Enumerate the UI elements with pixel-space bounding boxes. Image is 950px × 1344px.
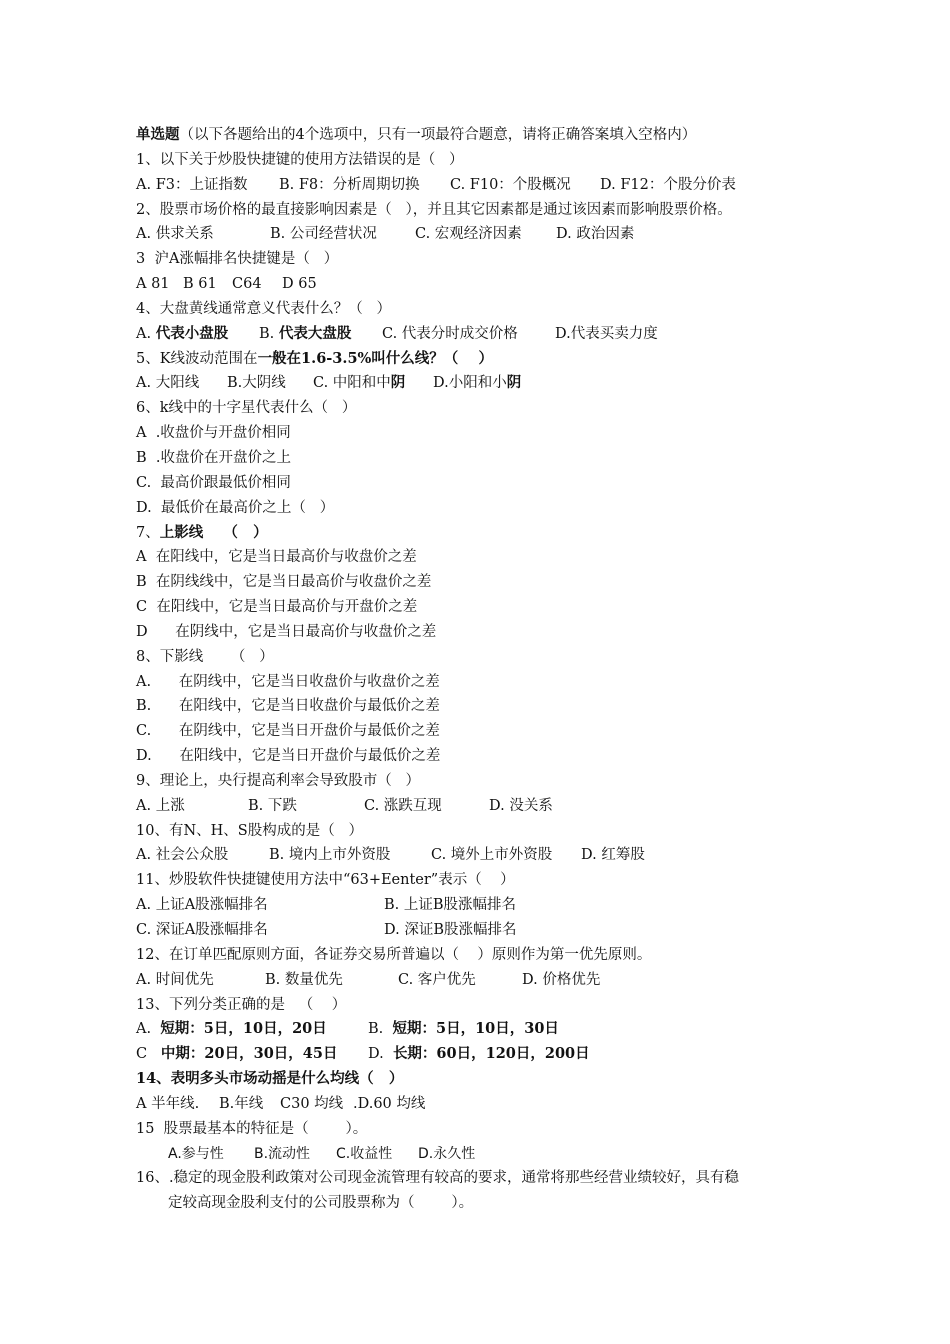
option-d: D. 政治因素 <box>556 226 635 243</box>
option-d: D. 长期：60日，120日，200日 <box>368 1045 590 1063</box>
option-a: A. 上证A股涨幅排名 <box>136 897 268 914</box>
question-6-option-c: C. 最高价跟最低价相同 <box>136 474 291 491</box>
option-b: B. 上证B股涨幅排名 <box>384 897 517 914</box>
option-c: C64 <box>232 276 262 293</box>
option-d: D. 价格优先 <box>522 971 601 988</box>
section-title: 单选题 <box>136 126 180 143</box>
option-a: A. 供求关系 <box>136 226 214 243</box>
question-16-stem-line2: 定较高现金股利支付的公司股票称为（ ）。 <box>168 1195 474 1212</box>
question-16-stem-line1: 16、.稳定的现金股利政策对公司现金流管理有较高的要求，通常将那些经营业绩较好，具有稳 <box>136 1170 740 1187</box>
option-c: C.收益性 <box>336 1145 393 1162</box>
option-b: B. 下跌 <box>248 797 297 814</box>
question-8-option-b: B. 在阳线中，它是当日收盘价与最低价之差 <box>136 698 440 715</box>
option-b: B 61 <box>183 276 217 293</box>
option-b: B.流动性 <box>254 1145 311 1162</box>
question-14-stem: 14、表明多头市场动摇是什么均线（ ） <box>136 1070 404 1088</box>
option-b: B. 短期：5日，10日，30日 <box>368 1020 559 1038</box>
question-11-options-row1 <box>136 893 836 918</box>
option-c: C. 中阳和中阴 <box>313 374 406 392</box>
option-c: C. F10：个股概况 <box>450 176 571 193</box>
question-5-options <box>136 371 836 396</box>
question-12-stem: 12、在订单匹配原则方面，各证券交易所普遍以（ ）原则作为第一优先原则。 <box>136 946 652 963</box>
question-9-options <box>136 794 836 819</box>
question-14-options <box>136 1092 836 1117</box>
question-8-stem: 8、下影线 （ ） <box>136 648 274 665</box>
option-d: D.永久性 <box>418 1145 476 1162</box>
question-3-options <box>136 272 836 297</box>
option-a: A 81 <box>136 276 170 293</box>
question-10-options <box>136 843 836 868</box>
question-10-stem: 10、有N、H、S股构成的是（ ） <box>136 822 364 839</box>
option-b: B.大阴线 <box>227 375 286 392</box>
option-c: C. 深证A股涨幅排名 <box>136 922 268 938</box>
question-13-options-row2 <box>136 1042 836 1067</box>
option-c: C. 代表分时成交价格 <box>382 325 518 342</box>
option-b: B. 代表大盘股 <box>259 324 352 342</box>
option-a: A.参与性 <box>168 1145 224 1162</box>
question-8-option-c: C. 在阴线中，它是当日开盘价与最低价之差 <box>136 723 440 740</box>
question-9-stem: 9、理论上，央行提高利率会导致股市（ ） <box>136 772 421 789</box>
question-7-stem: 7、上影线 （ ） <box>136 523 268 541</box>
question-7-option-d: D 在阴线中，它是当日最高价与收盘价之差 <box>136 623 437 640</box>
option-c: C 中期：20日，30日，45日 <box>136 1045 338 1063</box>
option-c: C. 客户优先 <box>398 971 476 988</box>
option-b: B.年线 <box>219 1095 264 1112</box>
option-d: D. 没关系 <box>489 797 553 814</box>
option-c: C. 涨跌互现 <box>364 797 442 814</box>
option-c: C30 均线 <box>280 1095 344 1112</box>
option-d: .D.60 均线 <box>353 1095 426 1112</box>
option-c: C. 宏观经济因素 <box>415 226 522 243</box>
option-d: D.代表买卖力度 <box>555 325 658 342</box>
question-11-options-row2 <box>136 918 836 943</box>
question-2-options <box>136 222 836 247</box>
option-a: A. 时间优先 <box>136 971 214 988</box>
question-8-option-a: A. 在阴线中，它是当日收盘价与收盘价之差 <box>136 673 440 690</box>
option-d: D. 深证B股涨幅排名 <box>384 922 517 938</box>
question-15-options <box>136 1142 836 1167</box>
question-1-options <box>136 173 836 198</box>
option-d: D 65 <box>282 276 317 293</box>
section-header <box>136 123 836 148</box>
option-a: A. 大阳线 <box>136 375 200 392</box>
option-b: B. 境内上市外资股 <box>269 847 391 864</box>
question-3-stem: 3 沪A涨幅排名快捷键是（ ） <box>136 251 339 268</box>
question-6-option-a: A .收盘价与开盘价相同 <box>136 425 291 442</box>
question-8-option-d: D. 在阳线中，它是当日开盘价与最低价之差 <box>136 748 441 765</box>
question-15-stem: 15 股票最基本的特征是（ ）。 <box>136 1120 368 1137</box>
question-12-options <box>136 968 836 993</box>
question-6-option-b: B .收盘价在开盘价之上 <box>136 449 291 466</box>
option-a: A. 社会公众股 <box>136 847 229 864</box>
question-13-stem: 13、下列分类正确的是 （ ） <box>136 996 347 1013</box>
question-7-option-a: A 在阳线中，它是当日最高价与收盘价之差 <box>136 549 417 566</box>
option-b: B. F8：分析周期切换 <box>279 176 420 193</box>
question-7-option-b: B 在阴线线中，它是当日最高价与收盘价之差 <box>136 574 432 591</box>
option-b: B. 公司经营状况 <box>270 226 377 243</box>
option-a: A. 短期：5日，10日，20日 <box>136 1020 327 1038</box>
question-6-stem: 6、k线中的十字星代表什么（ ） <box>136 400 357 417</box>
question-4-options <box>136 322 836 347</box>
document-page <box>136 123 836 1216</box>
option-c: C. 境外上市外资股 <box>431 847 553 864</box>
option-d: D. F12：个股分价表 <box>600 176 736 193</box>
option-d: D.小阳和小阴 <box>433 374 522 392</box>
option-b: B. 数量优先 <box>265 971 343 988</box>
question-1-stem: 1、以下关于炒股快捷键的使用方法错误的是（ ） <box>136 151 464 168</box>
section-instruction: （以下各题给出的4个选项中，只有一项最符合题意，请将正确答案填入空格内） <box>179 127 697 143</box>
option-a: A. F3：上证指数 <box>136 176 248 193</box>
question-13-options-row1 <box>136 1017 836 1042</box>
option-a: A. 上涨 <box>136 797 185 814</box>
question-7-option-c: C 在阳线中，它是当日最高价与开盘价之差 <box>136 599 418 616</box>
option-d: D. 红筹股 <box>581 847 645 864</box>
option-a: A. 代表小盘股 <box>136 324 229 342</box>
question-2-stem: 2、股票市场价格的最直接影响因素是（ ），并且其它因素都是通过该因素而影响股票价格。 <box>136 201 732 218</box>
question-11-stem: 11、炒股软件快捷键使用方法中“63+Eenter”表示（ ） <box>136 872 515 889</box>
question-6-option-d: D. 最低价在最高价之上（ ） <box>136 499 335 516</box>
question-5-stem: 5、K线波动范围在一般在1.6-3.5%叫什么线？（ ） <box>136 349 494 367</box>
question-4-stem: 4、大盘黄线通常意义代表什么？（ ） <box>136 300 392 317</box>
option-a: A 半年线. <box>136 1095 200 1112</box>
